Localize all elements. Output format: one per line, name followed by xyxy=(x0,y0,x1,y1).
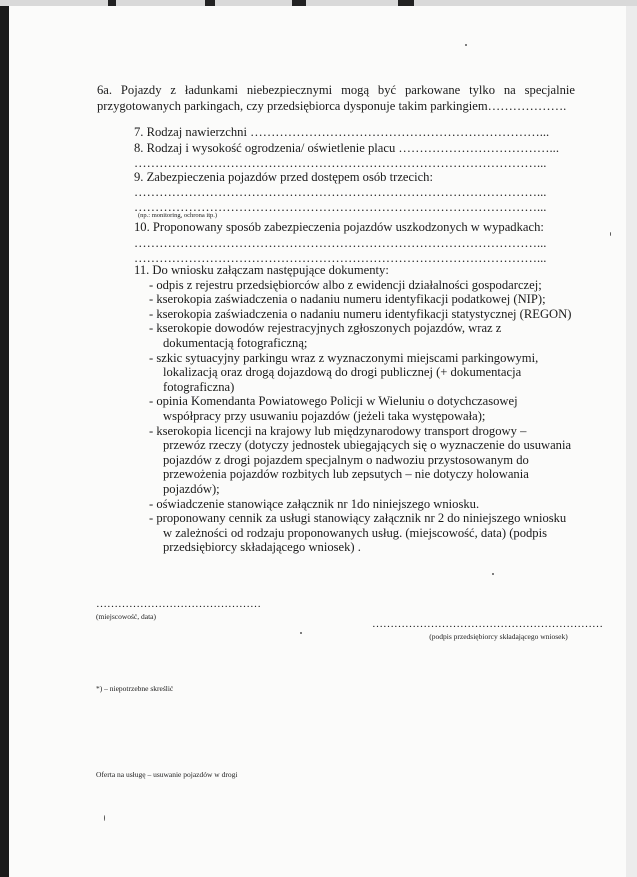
attachment-item-text: - odpis z rejestru przedsiębiorców albo z ewidencji działalności gospodarczej; xyxy=(149,277,542,292)
attachment-item-text: - kserokopia zaświadczenia o nadaniu numeru identyfikacji statystycznej (REGON) xyxy=(149,306,572,321)
attachment-item-text: - opinia Komendanta Powiatowego Policji w Wieluniu o dotychczasowej xyxy=(149,394,518,409)
dotted-line: ……………………………………………………………………………………... xyxy=(134,236,547,250)
attachment-item-text: - proponowany cennik za usługi stanowiący załącznik nr 2 do niniejszego wniosku xyxy=(149,511,567,526)
attachment-item xyxy=(149,351,579,395)
attachments-section xyxy=(134,263,579,555)
attachment-item-text: - oświadczenie stanowiące załącznik nr 1do niniejszego wniosku. xyxy=(149,496,480,511)
attachment-item-text: - szkic sytuacyjny parkingu wraz z wyznaczonymi miejscami parkingowymi, xyxy=(149,350,539,365)
attachments-heading: 11. Do wniosku załączam następujące dokumenty: xyxy=(134,263,389,277)
place-date-signature xyxy=(96,598,261,621)
place-date-label: (miejscowość, data) xyxy=(96,612,156,621)
dotted-line: ……………………………………………………………………………………... xyxy=(134,200,547,214)
attachment-item-text: - kserokopie dowodów rejestracyjnych zgłoszonych pojazdów, wraz z xyxy=(149,321,502,336)
field-9-note: (np.: monitoring, ochrona itp.) xyxy=(138,212,218,219)
attachment-item xyxy=(149,278,579,293)
dotted-line: ……………………………………………………………………………………... xyxy=(134,251,547,265)
applicant-signature xyxy=(372,618,603,641)
scan-speck xyxy=(300,632,302,634)
attachment-item xyxy=(149,424,579,497)
scan-speck xyxy=(104,815,105,821)
attachment-item-continuation: lokalizacją oraz drogą dojazdową do drogi publicznej (+ dokumentacja fotograficzna) xyxy=(163,365,522,394)
attachment-item xyxy=(149,321,579,350)
attachment-item xyxy=(149,292,579,307)
dotted-line: ……………………………………………………………………………………... xyxy=(134,185,547,199)
attachment-item xyxy=(149,307,579,322)
scan-speck xyxy=(465,44,467,46)
attachments-list xyxy=(134,278,579,555)
scan-speck xyxy=(610,232,611,236)
scan-edge-left xyxy=(0,0,9,877)
dotted-line: ……………………………………………………………………………………... xyxy=(134,156,547,170)
field-9-security: 9. Zabezpieczenia pojazdów przed dostępem osób trzecich: xyxy=(134,170,433,184)
attachment-item xyxy=(149,497,579,512)
scan-speck xyxy=(492,573,494,575)
attachment-item-continuation: dokumentacją fotograficzną; xyxy=(163,335,308,350)
attachment-item-text: - kserokopia zaświadczenia o nadaniu numeru identyfikacji podatkowej (NIP); xyxy=(149,292,546,307)
scan-edge-right xyxy=(626,0,637,877)
field-8-fence-lighting: 8. Rodzaj i wysokość ogrodzenia/ oświetlenie placu ………………………………... xyxy=(134,141,559,155)
page-footer: Oferta na usługę – usuwanie pojazdów w drogi xyxy=(96,770,238,779)
applicant-signature-label: (podpis przedsiębiorcy składającego wniosek) xyxy=(429,632,568,641)
attachment-item-text: - kserokopia licencji na krajowy lub międzynarodowy transport drogowy – xyxy=(149,423,527,438)
attachment-item xyxy=(149,394,579,423)
applicant-signature-dots: ……………………………………………………… xyxy=(372,618,603,630)
scan-edge-top xyxy=(0,0,637,6)
footnote: *) – niepotrzebne skreślić xyxy=(96,684,174,693)
place-date-dots: ……………………………………… xyxy=(96,598,261,610)
attachment-item-continuation: przewóz rzeczy (dotyczy jednostek ubiegających się o wyznaczenie do usuwania pojazdów z drogi pojazdem specjalnym o nadwoziu przystosowanym do przewożenia pojazdów rozbitych lub zepsutych – nie dotyczy holowania pojazdów); xyxy=(163,438,572,496)
field-10-damaged-vehicles: 10. Proponowany sposób zabezpieczenia pojazdów uszkodzonych w wypadkach: xyxy=(134,220,544,234)
attachment-item xyxy=(149,511,579,555)
attachment-item-continuation: współpracy przy usuwaniu pojazdów (jeżeli taka występowała); xyxy=(163,408,486,423)
section-6a: 6a. Pojazdy z ładunkami niebezpiecznymi mogą być parkowane tylko na specjalnie przygotowanych parkingach, czy przedsiębiorca dysponuje takim parkingiem………………. xyxy=(97,83,575,113)
field-7-surface: 7. Rodzaj nawierzchni ……………………………………………………………... xyxy=(134,125,550,139)
attachment-item-continuation: w zależności od rodzaju proponowanych usług. (miejscowość, data) (podpis przedsiębiorcy składającego wniosek) . xyxy=(163,525,548,555)
